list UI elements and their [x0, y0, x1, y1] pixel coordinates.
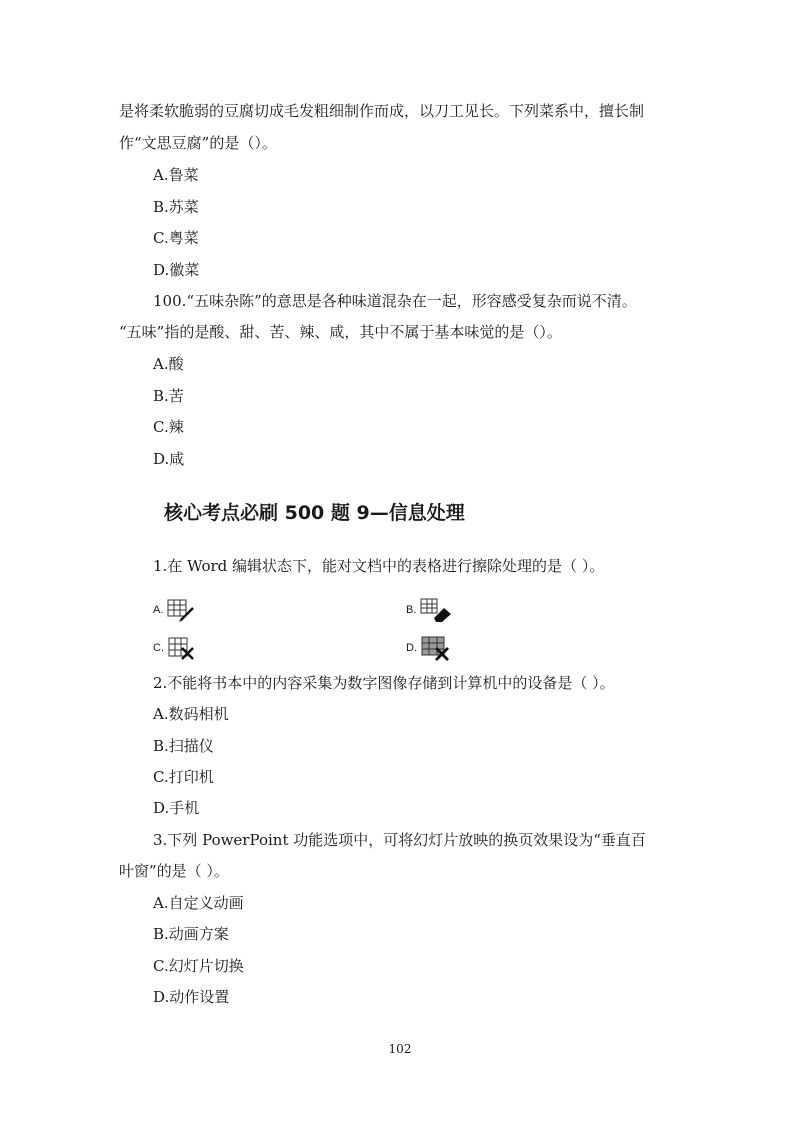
question-1: 1.在 Word 编辑状态下，能对文档中的表格进行擦除处理的是（ ）。: [153, 557, 605, 575]
option-c: C.打印机: [153, 768, 214, 786]
q1-option-a: [153, 596, 197, 624]
text-line: “五味”指的是酸、甜、苦、辣、咸，其中不属于基本味觉的是（）。: [119, 323, 562, 341]
option-c: C.辣: [153, 418, 184, 436]
option-d: D.徽菜: [153, 261, 200, 279]
option-label: C.: [153, 642, 164, 654]
option-label: B.: [406, 604, 417, 616]
option-b: B.扫描仪: [153, 737, 214, 755]
option-a: A.自定义动画: [153, 894, 244, 912]
text-line: 是将柔软脆弱的豆腐切成毛发粗细制作而成，以刀工见长。下列菜系中，擅长制: [119, 102, 645, 120]
question-2: 2.不能将书本中的内容采集为数字图像存储到计算机中的设备是（ ）。: [153, 674, 615, 692]
table-delete-icon: [166, 634, 198, 662]
option-d: D.手机: [153, 799, 200, 817]
option-label: A.: [153, 604, 164, 616]
option-c: C.粤菜: [153, 229, 199, 247]
option-c: C.幻灯片切换: [153, 957, 244, 975]
question-3: 3.下列 PowerPoint 功能选项中，可将幻灯片放映的换页效果设为“垂直百: [153, 831, 646, 849]
text-line: 叶窗”的是（ ）。: [119, 862, 229, 880]
option-label: D.: [406, 642, 417, 654]
q1-option-b: [406, 596, 454, 624]
question-100: 100.“五味杂陈”的意思是各种味道混杂在一起，形容感受复杂而说不清。: [153, 292, 637, 310]
option-d: D.动作设置: [153, 988, 230, 1006]
q1-option-c: [153, 634, 198, 662]
option-a: A.酸: [153, 355, 184, 373]
section-title: 核心考点必刷 500 题 9—信息处理: [164, 502, 465, 524]
option-b: B.苏菜: [153, 198, 199, 216]
table-pencil-icon: [165, 596, 197, 624]
option-b: B.动画方案: [153, 925, 229, 943]
option-d: D.咸: [153, 450, 185, 468]
option-a: A.鲁菜: [153, 166, 199, 184]
page-number: 102: [388, 1042, 412, 1056]
q1-option-d: [406, 634, 455, 662]
text-line: 作“文思豆腐”的是（）。: [119, 134, 277, 152]
option-b: B.苦: [153, 387, 184, 405]
table-delete-shaded-icon: [419, 634, 455, 662]
option-a: A.数码相机: [153, 705, 229, 723]
table-eraser-icon: [418, 596, 454, 624]
